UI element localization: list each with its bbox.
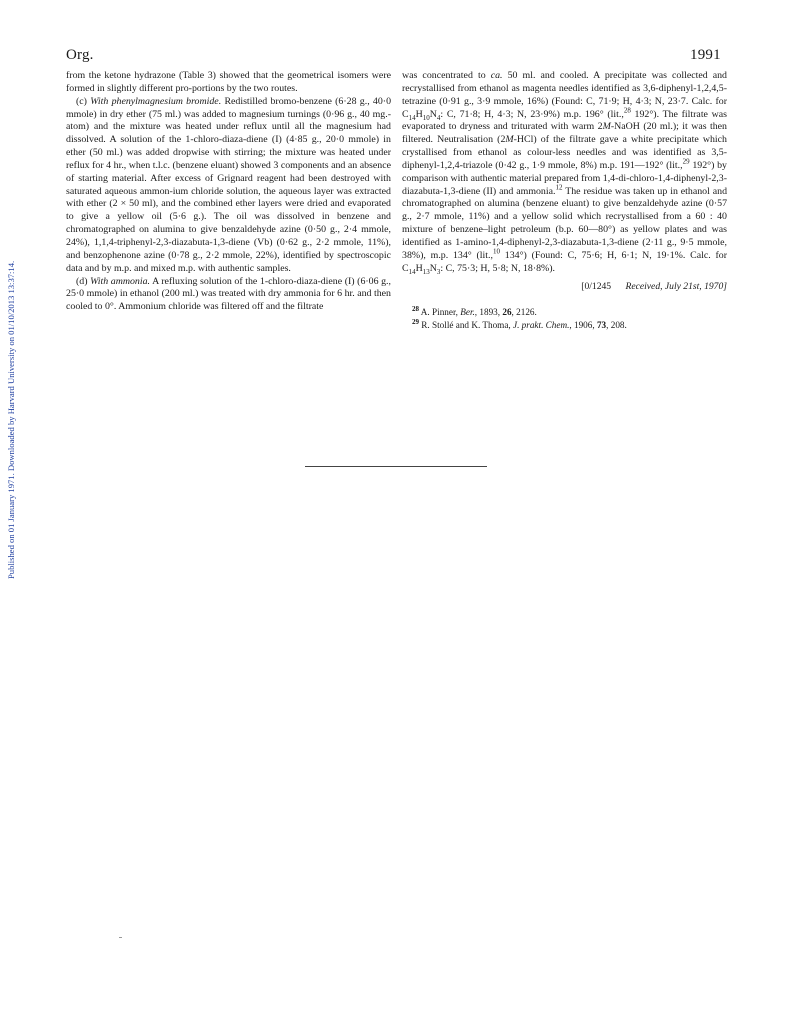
paragraph-tetrazine (402, 70, 727, 276)
text-run: The residue was taken up in ethanol and chromatographed on alumina (benzene eluant) to give benzaldehyde azine (0·57 g., 2·7 mmole, 11%) and a yellow solid which recrystallised from a 60 : 40 mixture of benzene–light petroleum (b.p. 60—80°) as yellow plates and was identified as 1-amino-1,4-diphenyl-2,3-diazabuta-1,3-diene (2·11 g., 9·5 mmole, 38%), m.p. 134° (lit., (402, 185, 728, 261)
paragraph-ammonia (66, 276, 391, 315)
section-label: (d) (76, 275, 88, 287)
footnote-28 (402, 306, 727, 318)
footnote-29 (402, 319, 727, 331)
reference-superscript[interactable]: 10 (492, 247, 500, 256)
text-run: ca. (490, 70, 503, 81)
manuscript-code: [0/1245 (581, 280, 612, 292)
download-notice[interactable]: Published on 01 January 1971. Downloaded by Harvard University on 01/10/2013 13:37:14. (6, 260, 16, 580)
section-body: A refluxing solution of the 1-chloro-diaza-diene (I) (6·06 g., 25·0 mmole) in ethanol (200 ml.) was treated with dry ammonia for 6 hr. and then cooled to 0°. Ammonium chloride was filtered off and the filtrate (66, 275, 391, 313)
footnote-pages: , 208. (606, 319, 627, 330)
scan-mark (119, 937, 122, 938)
right-column (402, 70, 727, 331)
section-divider (305, 466, 487, 467)
footnote-authors: A. Pinner, (420, 307, 461, 318)
text-run: -HCl) of the filtrate gave a white precipitate which crystallised from ethanol as colour-less needles and was identified as 3,5-diphenyl-1,2,4-triazole (0·42 g., 1·9 mmole, 8%) m.p. 191—192° (lit., (402, 134, 727, 171)
text-run: 134°) (Found: C, 75·6; H, 6·1; N, 19·1%. Calc. for C (402, 249, 727, 274)
footnote-year: , 1906, (569, 319, 597, 330)
formula-subscript: 13 (422, 267, 430, 276)
reference-superscript[interactable]: 28 (623, 106, 631, 115)
footnote-number: 29 (412, 317, 419, 326)
formula-element: H (415, 108, 423, 120)
received-text: Received, July 21st, 1970] (625, 280, 727, 292)
text-run: was concentrated to (402, 70, 491, 81)
received-date (402, 281, 727, 294)
formula-subscript: 10 (422, 113, 430, 122)
formula-element: N (429, 108, 437, 120)
formula-subscript: 3 (436, 267, 441, 276)
unit-molar: M (505, 134, 514, 146)
footnote-year: , 1893, (474, 307, 503, 318)
section-heading: With phenylmagnesium bromide. (90, 95, 222, 107)
footnote-authors: R. Stollé and K. Thoma, (421, 319, 513, 330)
text-run: 192°) by comparison with authentic material prepared from 1,4-di-chloro-1,4-diphenyl-2,3-diazabuta-1,3-diene (II) and ammonia. (402, 159, 727, 197)
formula-subscript: 14 (408, 113, 416, 122)
formula-subscript: 4 (436, 113, 441, 122)
footnote-journal: Ber. (460, 307, 475, 318)
running-head-journal: Org. (66, 47, 94, 63)
footnote-volume: 26 (502, 307, 512, 318)
formula-element: H (415, 262, 423, 274)
unit-molar: M (602, 121, 611, 133)
text-run: 50 ml. and cooled. A precipitate was collected and recrystallised from ethanol as magenta needles identified as 3,6-diphenyl-1,2,4,5-tetrazine (0·91 g., 3·9 mmole, 16%) (Found: C, 71·9; H, 4·3; N, 23·7. Calc. for C (402, 70, 727, 120)
formula-element: N (429, 262, 437, 274)
footnotes (402, 306, 727, 331)
text-run: 192°). The filtrate was evaporated to dryness and triturated with warm 2 (402, 108, 727, 133)
reference-superscript[interactable]: 12 (555, 183, 563, 192)
left-column (66, 70, 391, 314)
text-run: : C, 75·3; H, 5·8; N, 18·8%). (440, 262, 556, 274)
reference-superscript[interactable]: 29 (682, 157, 690, 166)
paragraph-phenylmagnesium (66, 96, 391, 276)
formula-subscript: 14 (408, 267, 416, 276)
footnote-number: 28 (412, 305, 419, 314)
text-run: -NaOH (20 ml.); it was then filtered. Neutralisation (2 (402, 121, 727, 146)
text-run: : C, 71·8; H, 4·3; N, 23·9%) m.p. 196° (lit., (440, 108, 624, 120)
section-label: (c) (76, 95, 87, 107)
footnote-journal: J. prakt. Chem. (513, 319, 570, 330)
section-body: Redistilled bromo-benzene (6·28 g., 40·0 mmole) in dry ether (75 ml.) was added to magnesium turnings (0·96 g., 40 mg.-atom) and the mixture was heated under reflux until all the magnesium had dissolved. A solution of the 1-chloro-diaza-diene (I) (4·85 g., 20·0 mmole) in ether (50 ml.) was added dropwise with stirring; the mixture was heated under reflux for 4 hr., when t.l.c. (benzene eluant) showed 3 components and an absence of starting material. After excess of Grignard reagent had been destroyed with saturated aqueous ammon-ium chloride solution, the aqueous layer was extracted with ether (2 × 50 ml), and the combined ether layers were dried and evaporated to give a yellow oil (5·6 g.). The oil was dissolved in benzene and chromatographed on alumina to give benzaldehyde azine (0·50 g., 2·4 mmole, 24%), 1,1,4-triphenyl-2,3-diazabuta-1,3-diene (Vb) (0·62 g., 2·2 mmole, 11%), and benzophenone azine (0·78 g., 2·2 mmole, 22%), identified by spectroscopic data and by m.p. and mixed m.p. with authentic samples. (66, 95, 392, 274)
footnote-pages: , 2126. (511, 307, 537, 318)
footnote-volume: 73 (596, 319, 607, 330)
page-number: 1991 (690, 47, 721, 63)
paragraph-route-comparison: from the ketone hydrazone (Table 3) showed that the geometrical isomers were formed in slightly different pro-portions by the two routes. (66, 70, 391, 94)
section-heading: With ammonia. (90, 275, 151, 287)
